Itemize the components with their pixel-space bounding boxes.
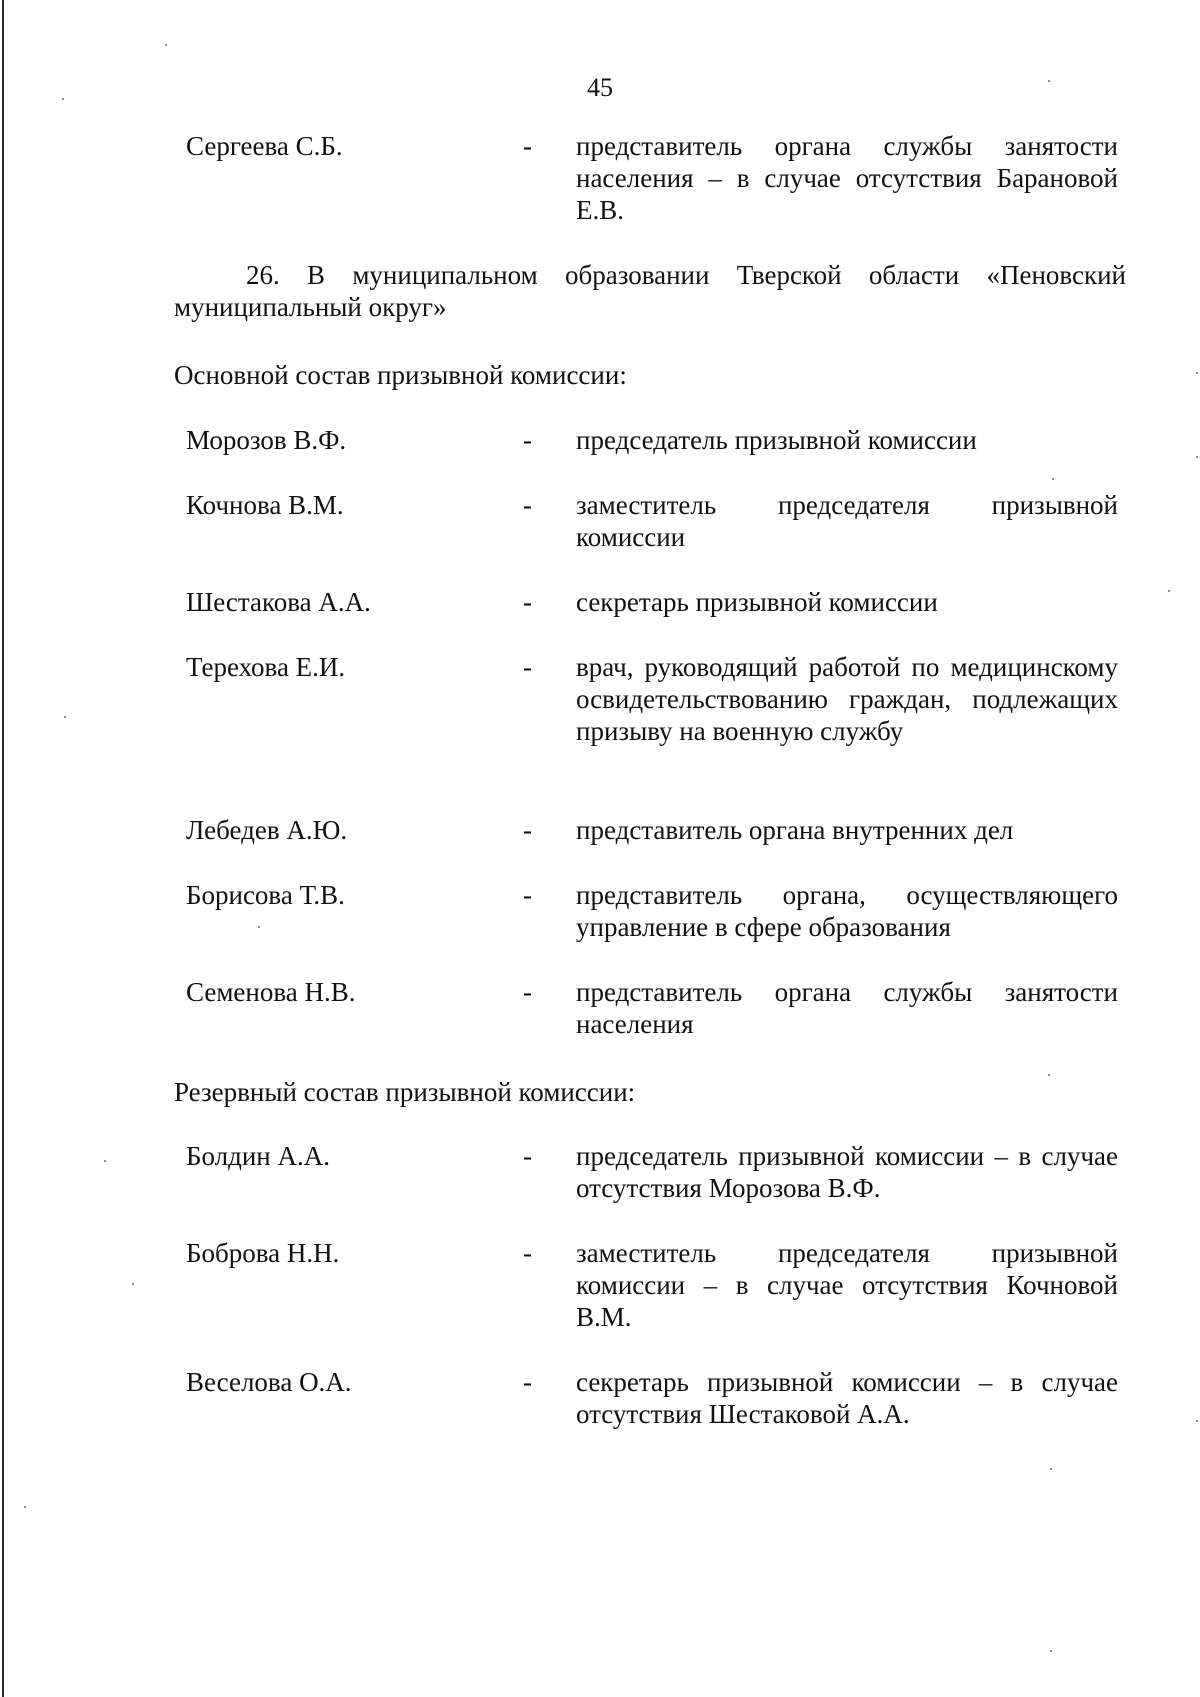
member-name: Семенова Н.В. <box>186 977 356 1007</box>
scan-speck <box>1196 456 1198 458</box>
scan-speck <box>132 1283 134 1285</box>
scan-speck <box>1050 1650 1052 1652</box>
member-dash: - <box>523 490 532 520</box>
member-name: Кочнова В.М. <box>186 490 344 520</box>
member-role: представитель органа внутренних дел <box>576 815 1014 845</box>
scan-speck <box>24 1506 26 1508</box>
scan-speck <box>1168 590 1170 592</box>
scan-speck <box>64 716 66 718</box>
member-dash: - <box>523 1238 532 1268</box>
member-role: представитель органа, осуществляющего управление в сфере образования <box>576 880 1118 942</box>
reserve-composition-heading: Резервный состав призывной комиссии: <box>174 1077 636 1107</box>
member-name: Болдин А.А. <box>186 1141 331 1171</box>
member-dash: - <box>523 815 532 845</box>
scan-speck <box>1048 80 1050 82</box>
member-name: Лебедев А.Ю. <box>186 815 348 845</box>
member-name: Морозов В.Ф. <box>186 425 347 455</box>
section-paragraph: 26. В муниципальном образовании Тверской области «Пеновский муниципальный округ» <box>174 260 1126 322</box>
member-role: секретарь призывной комиссии <box>576 587 938 617</box>
scan-speck <box>1196 372 1198 374</box>
member-dash: - <box>523 880 532 910</box>
scan-speck <box>1052 478 1054 480</box>
scan-speck <box>1196 1420 1198 1422</box>
member-name: Сергеева С.Б. <box>186 131 343 161</box>
scan-speck <box>1050 1468 1052 1470</box>
member-name: Терехова Е.И. <box>186 652 346 682</box>
member-role: представитель органа службы занятости населения <box>576 977 1118 1039</box>
member-name: Боброва Н.Н. <box>186 1238 340 1268</box>
member-role: заместитель председателя призывной комиссии – в случае отсутствия Кочновой В.М. <box>576 1238 1118 1332</box>
member-role: врач, руководящий работой по медицинскому освидетельствованию граждан, подлежащих призыву на военную службу <box>576 652 1118 746</box>
member-dash: - <box>523 425 532 455</box>
main-composition-heading: Основной состав призывной комиссии: <box>174 360 627 390</box>
page-number: 45 <box>587 73 613 102</box>
member-dash: - <box>523 652 532 682</box>
member-name: Борисова Т.В. <box>186 880 345 910</box>
member-role: представитель органа службы занятости населения – в случае отсутствия Барановой Е.В. <box>576 131 1118 225</box>
scan-speck <box>62 98 64 100</box>
member-name: Веселова О.А. <box>186 1367 352 1397</box>
scan-speck <box>258 926 260 928</box>
member-role: председатель призывной комиссии – в случае отсутствия Морозова В.Ф. <box>576 1141 1118 1203</box>
member-dash: - <box>523 587 532 617</box>
member-role: заместитель председателя призывной комиссии <box>576 490 1118 552</box>
member-role: секретарь призывной комиссии – в случае отсутствия Шестаковой А.А. <box>576 1367 1118 1429</box>
scan-speck <box>104 1160 106 1162</box>
member-dash: - <box>523 131 532 161</box>
member-role: председатель призывной комиссии <box>576 425 977 455</box>
member-dash: - <box>523 1367 532 1397</box>
scan-border-line <box>2 0 4 1697</box>
member-dash: - <box>523 977 532 1007</box>
scan-speck <box>165 44 167 46</box>
member-dash: - <box>523 1141 532 1171</box>
member-name: Шестакова А.А. <box>186 587 371 617</box>
scan-speck <box>1048 1074 1050 1076</box>
